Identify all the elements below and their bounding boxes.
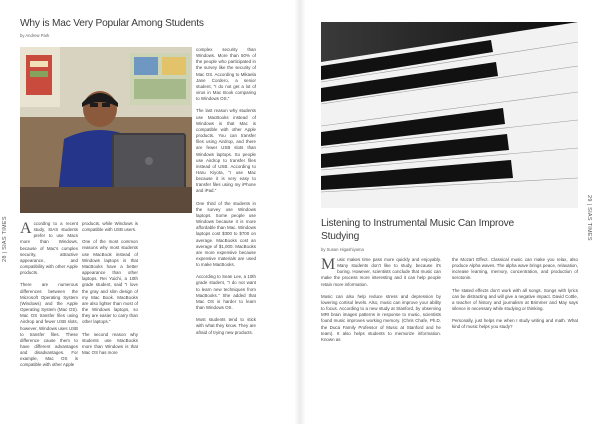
student-laptop-illustration — [20, 47, 192, 213]
paragraph: According to a recent study, SIAS students prefer to use Macs more than Windows, because of Mac's complex security, attractive appearance, and compatibility with other Apple products. — [20, 220, 78, 276]
article-title: Why is Mac Very Popular Among Students — [20, 18, 204, 29]
paragraph: Music can also help reduce stress and depression by lowering cortisol levels. Also, music can improve your ability to focus. According to a new study at Stanford, by observing MRI brain images patterns in response to music, scientists found music improves working memory. (Chris Chafe, Ph.D. the Duca Family Professor of Music at Stanford and he team). It also helps students to memorize information. Known as — [321, 293, 441, 342]
article-byline: by Andrew Park — [20, 33, 50, 38]
drop-cap: A — [20, 220, 32, 237]
paragraph: complex security than Windows. More than 50% of the people who participated in the survey like the security of Mac OS. According to Mikaela Jane Cordero, a senior student, "I do not get a lot of virus in Mac Book comparing to Windows OS." — [196, 47, 256, 102]
drop-cap: M — [321, 256, 336, 273]
article-title: Listening to Instrumental Music Can Improve Studying — [321, 218, 514, 242]
paragraph: Most students tend to stick with what they know. They are afraid of trying new products. — [196, 317, 256, 335]
article-column-2 — [82, 221, 138, 362]
paragraph: The stated effects don't work with all songs. Songs with lyrics can be distracting and will give a negative impact. David Cottle, a teacher of history and journalism at Brimmer and May says silence is necessary while studying or thinking. — [452, 287, 578, 312]
article-column-2 — [452, 257, 578, 337]
paragraph: The last reason why students use MacBooks instead of Windows is that Mac is compatible with other Apple products. You can transfer files using Airdrop, and there are fewer USB slots than Windows laptops. So people use Airdrop to transfer files instead of USB. According to Haru Kiyota, "I use Mac because it is very easy to transfer files using my iPhone and iPad." — [196, 108, 256, 194]
piano-keys-photo — [321, 22, 578, 208]
right-page — [300, 0, 600, 424]
article-byline: by Susan Higashiyama — [321, 247, 364, 252]
paragraph: According to Sean Lee, a 10th grade student, "I do not want to learn new techniques from MacBooks." She added that Mac OS is harder to learn than Windows OS. — [196, 274, 256, 311]
paragraph: There are numerous differences between the Microsoft Operating System (Windows) and the Apple Operating System (Mac OS). Mac OS transfer files using Airdrop and fewer USB slots, however, Windows uses USB to transfer files. These difference cause them to have different advantages and disadvantages. For example, Mac OS is compatible with other Apple — [20, 282, 78, 368]
paragraph: Personally, just helps me when I study writing and math. What kind of music helps you study? — [452, 318, 578, 330]
page-number-label: 28 | SIAS TIMES — [2, 216, 8, 262]
piano-keys-illustration — [321, 22, 578, 208]
page-gutter — [294, 0, 306, 424]
page-number-label: 29 | SIAS TIMES — [586, 195, 592, 241]
paragraph: One third of the students in the survey use Windows laptops. Some people use Windows because it is more affordable than Mac. Windows laptops cost $300 to $700 on average. MacBooks cost an average of $1,000. MacBooks are more expensive because expensive materials are used to make MacBooks. — [196, 200, 256, 268]
paragraph: One of the most common reasons why most students use MacBook instead of Windows laptops is that MacBooks have a better appearance than other laptops. Rei Yuichi, a 10th grade student, said "I love the gray and slim design of my Mac Book. MacBooks are also lighter than most of the Windows laptops, so they are easier to carry than other laptops." — [82, 239, 138, 325]
student-laptop-photo — [20, 47, 192, 213]
article-column-1 — [20, 221, 78, 375]
paragraph: The second reason why students use MacBooks more than Windows is that Mac OS has more — [82, 331, 138, 355]
article-column-1 — [321, 257, 441, 349]
paragraph: Music makes time pass more quickly and enjoyably. Many students don't like to study, because it's boring. However, scientists conclude that music can make the process more interesting and it can help people retain more information. — [321, 256, 441, 287]
paragraph: the Mozart Effect. Classical music can make you relax, also produce Alpha waves. The alpha wave brings peace, relaxation, increase learning, memory, concentration, and production of serotonin. — [452, 257, 578, 281]
article-column-3 — [196, 47, 256, 342]
paragraph: products, while Windows is compatible with USB users. — [82, 221, 138, 233]
